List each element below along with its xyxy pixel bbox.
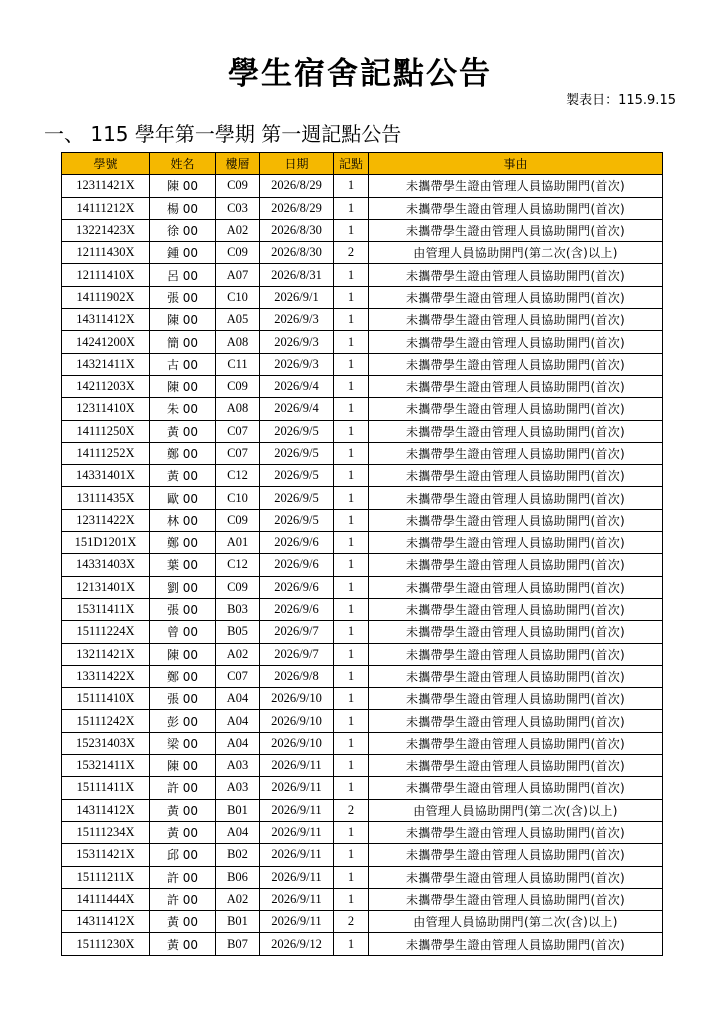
- cell-student-id: 12311410X: [62, 398, 150, 420]
- cell-points: 2: [334, 911, 369, 933]
- cell-date: 2026/9/5: [260, 509, 334, 531]
- cell-date: 2026/8/29: [260, 175, 334, 197]
- table-row: [62, 821, 663, 843]
- cell-name: 黃 00: [150, 933, 216, 955]
- cell-floor: A02: [216, 219, 260, 241]
- cell-floor: A04: [216, 688, 260, 710]
- cell-date: 2026/9/7: [260, 621, 334, 643]
- table-row: [62, 665, 663, 687]
- cell-reason: 未攜帶學生證由管理人員協助開門(首次): [369, 442, 663, 464]
- cell-reason: 未攜帶學生證由管理人員協助開門(首次): [369, 888, 663, 910]
- cell-points: 1: [334, 420, 369, 442]
- cell-student-id: 14211203X: [62, 375, 150, 397]
- cell-date: 2026/9/5: [260, 487, 334, 509]
- cell-name: 黃 00: [150, 821, 216, 843]
- cell-date: 2026/8/30: [260, 242, 334, 264]
- cell-floor: C10: [216, 286, 260, 308]
- cell-reason: 未攜帶學生證由管理人員協助開門(首次): [369, 175, 663, 197]
- cell-student-id: 14241200X: [62, 331, 150, 353]
- cell-student-id: 14111250X: [62, 420, 150, 442]
- cell-points: 1: [334, 554, 369, 576]
- table-row: [62, 175, 663, 197]
- cell-date: 2026/8/29: [260, 197, 334, 219]
- cell-reason: 由管理人員協助開門(第二次(含)以上): [369, 911, 663, 933]
- cell-reason: 未攜帶學生證由管理人員協助開門(首次): [369, 286, 663, 308]
- cell-date: 2026/9/4: [260, 398, 334, 420]
- cell-reason: 未攜帶學生證由管理人員協助開門(首次): [369, 487, 663, 509]
- cell-reason: 未攜帶學生證由管理人員協助開門(首次): [369, 866, 663, 888]
- cell-name: 梁 00: [150, 732, 216, 754]
- cell-date: 2026/8/30: [260, 219, 334, 241]
- table-row: [62, 286, 663, 308]
- cell-name: 呂 00: [150, 264, 216, 286]
- cell-reason: 由管理人員協助開門(第二次(含)以上): [369, 242, 663, 264]
- table-row: [62, 509, 663, 531]
- table-row: [62, 777, 663, 799]
- cell-student-id: 12311422X: [62, 509, 150, 531]
- cell-name: 鄭 00: [150, 665, 216, 687]
- cell-points: 1: [334, 264, 369, 286]
- table-row: [62, 621, 663, 643]
- cell-student-id: 15321411X: [62, 755, 150, 777]
- cell-reason: 未攜帶學生證由管理人員協助開門(首次): [369, 688, 663, 710]
- cell-date: 2026/9/3: [260, 353, 334, 375]
- cell-student-id: 14321411X: [62, 353, 150, 375]
- table-row: [62, 554, 663, 576]
- cell-points: 1: [334, 398, 369, 420]
- table-row: [62, 688, 663, 710]
- table-row: [62, 576, 663, 598]
- cell-floor: C10: [216, 487, 260, 509]
- cell-reason: 未攜帶學生證由管理人員協助開門(首次): [369, 554, 663, 576]
- cell-points: 1: [334, 665, 369, 687]
- table-header-row: [62, 153, 663, 175]
- table-row: [62, 732, 663, 754]
- cell-points: 1: [334, 732, 369, 754]
- cell-name: 彭 00: [150, 710, 216, 732]
- cell-floor: C07: [216, 665, 260, 687]
- cell-points: 1: [334, 331, 369, 353]
- cell-floor: C12: [216, 465, 260, 487]
- cell-student-id: 12311421X: [62, 175, 150, 197]
- cell-student-id: 12111410X: [62, 264, 150, 286]
- cell-student-id: 14111252X: [62, 442, 150, 464]
- cell-reason: 未攜帶學生證由管理人員協助開門(首次): [369, 420, 663, 442]
- table-row: [62, 264, 663, 286]
- cell-name: 張 00: [150, 688, 216, 710]
- cell-student-id: 14111902X: [62, 286, 150, 308]
- table-body: [62, 175, 663, 955]
- table-row: [62, 309, 663, 331]
- cell-date: 2026/9/3: [260, 309, 334, 331]
- cell-student-id: 13221423X: [62, 219, 150, 241]
- cell-student-id: 14331401X: [62, 465, 150, 487]
- cell-reason: 未攜帶學生證由管理人員協助開門(首次): [369, 309, 663, 331]
- cell-student-id: 14111212X: [62, 197, 150, 219]
- cell-name: 陳 00: [150, 755, 216, 777]
- cell-points: 1: [334, 933, 369, 955]
- cell-date: 2026/9/11: [260, 844, 334, 866]
- cell-date: 2026/9/11: [260, 777, 334, 799]
- cell-reason: 未攜帶學生證由管理人員協助開門(首次): [369, 398, 663, 420]
- cell-floor: A02: [216, 888, 260, 910]
- table-row: [62, 219, 663, 241]
- cell-reason: 未攜帶學生證由管理人員協助開門(首次): [369, 710, 663, 732]
- cell-student-id: 13111435X: [62, 487, 150, 509]
- cell-name: 劉 00: [150, 576, 216, 598]
- cell-date: 2026/9/10: [260, 710, 334, 732]
- cell-name: 鄭 00: [150, 442, 216, 464]
- table-row: [62, 911, 663, 933]
- cell-student-id: 15111224X: [62, 621, 150, 643]
- cell-name: 鍾 00: [150, 242, 216, 264]
- cell-reason: 未攜帶學生證由管理人員協助開門(首次): [369, 643, 663, 665]
- table-row: [62, 866, 663, 888]
- cell-student-id: 14111444X: [62, 888, 150, 910]
- cell-name: 古 00: [150, 353, 216, 375]
- cell-floor: A04: [216, 710, 260, 732]
- cell-date: 2026/9/6: [260, 576, 334, 598]
- cell-points: 1: [334, 509, 369, 531]
- cell-points: 1: [334, 710, 369, 732]
- cell-date: 2026/9/6: [260, 532, 334, 554]
- cell-floor: C07: [216, 420, 260, 442]
- header-name: 姓名: [150, 153, 216, 175]
- cell-reason: 未攜帶學生證由管理人員協助開門(首次): [369, 821, 663, 843]
- table-row: [62, 487, 663, 509]
- cell-floor: B05: [216, 621, 260, 643]
- cell-floor: B02: [216, 844, 260, 866]
- cell-floor: C09: [216, 242, 260, 264]
- cell-student-id: 15311411X: [62, 598, 150, 620]
- created-date: 製表日：115.9.15: [566, 93, 676, 108]
- table-row: [62, 242, 663, 264]
- cell-name: 黃 00: [150, 420, 216, 442]
- cell-name: 陳 00: [150, 375, 216, 397]
- header-floor: 樓層: [216, 153, 260, 175]
- cell-reason: 未攜帶學生證由管理人員協助開門(首次): [369, 465, 663, 487]
- cell-points: 2: [334, 799, 369, 821]
- cell-student-id: 15111211X: [62, 866, 150, 888]
- cell-date: 2026/9/6: [260, 598, 334, 620]
- cell-name: 許 00: [150, 777, 216, 799]
- cell-reason: 未攜帶學生證由管理人員協助開門(首次): [369, 331, 663, 353]
- cell-student-id: 151D1201X: [62, 532, 150, 554]
- header-reason: 事由: [369, 153, 663, 175]
- cell-student-id: 12111430X: [62, 242, 150, 264]
- cell-student-id: 13311422X: [62, 665, 150, 687]
- cell-date: 2026/9/12: [260, 933, 334, 955]
- cell-points: 1: [334, 219, 369, 241]
- cell-name: 曾 00: [150, 621, 216, 643]
- cell-points: 1: [334, 643, 369, 665]
- cell-date: 2026/9/8: [260, 665, 334, 687]
- cell-floor: C03: [216, 197, 260, 219]
- cell-floor: B06: [216, 866, 260, 888]
- header-points: 記點: [334, 153, 369, 175]
- cell-reason: 未攜帶學生證由管理人員協助開門(首次): [369, 264, 663, 286]
- cell-reason: 未攜帶學生證由管理人員協助開門(首次): [369, 777, 663, 799]
- cell-points: 1: [334, 821, 369, 843]
- cell-student-id: 14311412X: [62, 309, 150, 331]
- cell-date: 2026/9/10: [260, 688, 334, 710]
- cell-floor: C09: [216, 576, 260, 598]
- cell-name: 黃 00: [150, 799, 216, 821]
- cell-points: 1: [334, 309, 369, 331]
- cell-floor: C09: [216, 509, 260, 531]
- cell-reason: 未攜帶學生證由管理人員協助開門(首次): [369, 732, 663, 754]
- cell-name: 許 00: [150, 888, 216, 910]
- cell-reason: 由管理人員協助開門(第二次(含)以上): [369, 799, 663, 821]
- table-row: [62, 755, 663, 777]
- cell-name: 張 00: [150, 286, 216, 308]
- section-title: 一、 115 學年第一學期 第一週記點公告: [44, 122, 402, 146]
- cell-name: 林 00: [150, 509, 216, 531]
- table-row: [62, 197, 663, 219]
- cell-name: 張 00: [150, 598, 216, 620]
- cell-reason: 未攜帶學生證由管理人員協助開門(首次): [369, 375, 663, 397]
- cell-reason: 未攜帶學生證由管理人員協助開門(首次): [369, 755, 663, 777]
- cell-name: 陳 00: [150, 309, 216, 331]
- cell-points: 1: [334, 487, 369, 509]
- cell-name: 許 00: [150, 866, 216, 888]
- page-title: 學生宿舍記點公告: [228, 56, 492, 92]
- cell-reason: 未攜帶學生證由管理人員協助開門(首次): [369, 576, 663, 598]
- cell-floor: C11: [216, 353, 260, 375]
- cell-floor: A08: [216, 331, 260, 353]
- cell-reason: 未攜帶學生證由管理人員協助開門(首次): [369, 219, 663, 241]
- cell-points: 1: [334, 286, 369, 308]
- cell-reason: 未攜帶學生證由管理人員協助開門(首次): [369, 621, 663, 643]
- cell-reason: 未攜帶學生證由管理人員協助開門(首次): [369, 197, 663, 219]
- table-row: [62, 398, 663, 420]
- cell-student-id: 14311412X: [62, 799, 150, 821]
- cell-student-id: 15311421X: [62, 844, 150, 866]
- cell-date: 2026/9/10: [260, 732, 334, 754]
- cell-points: 1: [334, 175, 369, 197]
- cell-floor: A04: [216, 821, 260, 843]
- cell-date: 2026/9/11: [260, 888, 334, 910]
- cell-floor: B01: [216, 799, 260, 821]
- cell-date: 2026/9/11: [260, 799, 334, 821]
- cell-name: 陳 00: [150, 643, 216, 665]
- cell-name: 陳 00: [150, 175, 216, 197]
- cell-points: 1: [334, 777, 369, 799]
- cell-reason: 未攜帶學生證由管理人員協助開門(首次): [369, 844, 663, 866]
- table-row: [62, 643, 663, 665]
- table-row: [62, 532, 663, 554]
- cell-floor: A05: [216, 309, 260, 331]
- table-row: [62, 598, 663, 620]
- cell-name: 徐 00: [150, 219, 216, 241]
- table-row: [62, 933, 663, 955]
- cell-points: 1: [334, 576, 369, 598]
- cell-points: 1: [334, 442, 369, 464]
- cell-date: 2026/9/11: [260, 821, 334, 843]
- table-row: [62, 710, 663, 732]
- cell-floor: B07: [216, 933, 260, 955]
- cell-floor: A08: [216, 398, 260, 420]
- table-row: [62, 465, 663, 487]
- table-row: [62, 442, 663, 464]
- cell-name: 鄭 00: [150, 532, 216, 554]
- table-row: [62, 353, 663, 375]
- cell-floor: A07: [216, 264, 260, 286]
- cell-points: 2: [334, 242, 369, 264]
- cell-points: 1: [334, 844, 369, 866]
- cell-floor: B01: [216, 911, 260, 933]
- cell-reason: 未攜帶學生證由管理人員協助開門(首次): [369, 532, 663, 554]
- cell-floor: C07: [216, 442, 260, 464]
- cell-name: 簡 00: [150, 331, 216, 353]
- cell-name: 黃 00: [150, 465, 216, 487]
- cell-student-id: 14311412X: [62, 911, 150, 933]
- table-row: [62, 888, 663, 910]
- cell-floor: A01: [216, 532, 260, 554]
- cell-date: 2026/9/5: [260, 420, 334, 442]
- cell-reason: 未攜帶學生證由管理人員協助開門(首次): [369, 933, 663, 955]
- cell-points: 1: [334, 866, 369, 888]
- cell-date: 2026/9/11: [260, 755, 334, 777]
- table-row: [62, 331, 663, 353]
- table-row: [62, 844, 663, 866]
- cell-student-id: 15111242X: [62, 710, 150, 732]
- cell-name: 邱 00: [150, 844, 216, 866]
- cell-points: 1: [334, 755, 369, 777]
- cell-floor: A03: [216, 755, 260, 777]
- cell-student-id: 14331403X: [62, 554, 150, 576]
- cell-name: 黃 00: [150, 911, 216, 933]
- cell-points: 1: [334, 532, 369, 554]
- cell-floor: C09: [216, 175, 260, 197]
- cell-floor: B03: [216, 598, 260, 620]
- cell-points: 1: [334, 621, 369, 643]
- cell-floor: A02: [216, 643, 260, 665]
- cell-reason: 未攜帶學生證由管理人員協助開門(首次): [369, 598, 663, 620]
- cell-date: 2026/9/1: [260, 286, 334, 308]
- cell-reason: 未攜帶學生證由管理人員協助開門(首次): [369, 509, 663, 531]
- cell-points: 1: [334, 465, 369, 487]
- cell-points: 1: [334, 688, 369, 710]
- cell-floor: A04: [216, 732, 260, 754]
- cell-student-id: 15111230X: [62, 933, 150, 955]
- cell-floor: C09: [216, 375, 260, 397]
- cell-date: 2026/8/31: [260, 264, 334, 286]
- table-row: [62, 420, 663, 442]
- cell-student-id: 15231403X: [62, 732, 150, 754]
- cell-date: 2026/9/11: [260, 911, 334, 933]
- cell-student-id: 15111410X: [62, 688, 150, 710]
- table-row: [62, 799, 663, 821]
- header-student-id: 學號: [62, 153, 150, 175]
- cell-reason: 未攜帶學生證由管理人員協助開門(首次): [369, 353, 663, 375]
- cell-student-id: 15111234X: [62, 821, 150, 843]
- cell-date: 2026/9/4: [260, 375, 334, 397]
- header-date: 日期: [260, 153, 334, 175]
- cell-name: 歐 00: [150, 487, 216, 509]
- cell-student-id: 12131401X: [62, 576, 150, 598]
- cell-date: 2026/9/11: [260, 866, 334, 888]
- cell-date: 2026/9/5: [260, 442, 334, 464]
- cell-date: 2026/9/6: [260, 554, 334, 576]
- cell-date: 2026/9/3: [260, 331, 334, 353]
- cell-name: 朱 00: [150, 398, 216, 420]
- cell-points: 1: [334, 353, 369, 375]
- cell-points: 1: [334, 197, 369, 219]
- cell-points: 1: [334, 598, 369, 620]
- demerit-table: [61, 152, 663, 956]
- cell-date: 2026/9/7: [260, 643, 334, 665]
- cell-date: 2026/9/5: [260, 465, 334, 487]
- table-row: [62, 375, 663, 397]
- cell-name: 楊 00: [150, 197, 216, 219]
- cell-points: 1: [334, 888, 369, 910]
- cell-student-id: 13211421X: [62, 643, 150, 665]
- cell-floor: A03: [216, 777, 260, 799]
- cell-name: 葉 00: [150, 554, 216, 576]
- cell-floor: C12: [216, 554, 260, 576]
- cell-student-id: 15111411X: [62, 777, 150, 799]
- cell-reason: 未攜帶學生證由管理人員協助開門(首次): [369, 665, 663, 687]
- cell-points: 1: [334, 375, 369, 397]
